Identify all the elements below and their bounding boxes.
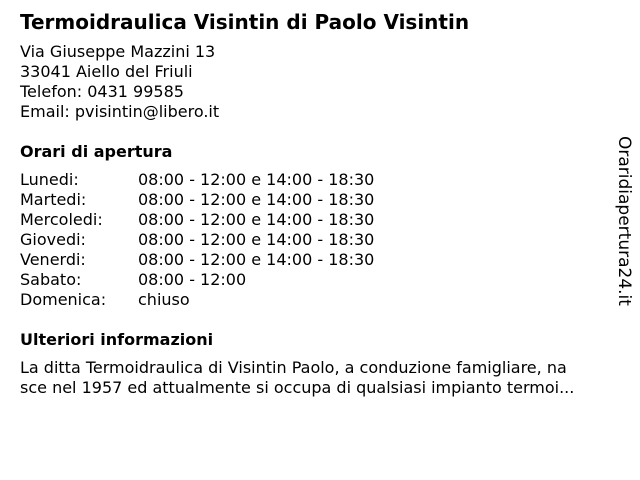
opening-hours-title: Orari di apertura <box>20 142 173 161</box>
hours-row-tuesday <box>20 190 374 210</box>
additional-info-title: Ulteriori informazioni <box>20 330 214 349</box>
day-label: Lunedi: <box>20 170 79 189</box>
day-label: Domenica: <box>20 290 107 309</box>
day-hours: 08:00 - 12:00 <box>138 270 247 289</box>
day-label: Martedi: <box>20 190 87 209</box>
email-address: Email: pvisintin@libero.it <box>20 102 220 121</box>
hours-row-friday <box>20 250 374 270</box>
hours-row-thursday <box>20 230 374 250</box>
day-label: Mercoledi: <box>20 210 103 229</box>
opening-hours-table <box>20 170 374 310</box>
day-label: Sabato: <box>20 270 82 289</box>
site-brand-watermark: Oraridiapertura24.it <box>614 136 634 306</box>
day-hours: chiuso <box>138 290 190 309</box>
hours-row-monday <box>20 170 374 190</box>
day-label: Venerdi: <box>20 250 86 269</box>
phone-number: Telefon: 0431 99585 <box>20 82 184 101</box>
hours-row-wednesday <box>20 210 374 230</box>
hours-row-sunday <box>20 290 374 310</box>
day-hours: 08:00 - 12:00 e 14:00 - 18:30 <box>138 190 375 209</box>
additional-info-line-1: La ditta Termoidraulica di Visintin Paolo, a conduzione famigliare, na <box>20 358 567 377</box>
day-hours: 08:00 - 12:00 e 14:00 - 18:30 <box>138 170 375 189</box>
additional-info-line-2: sce nel 1957 ed attualmente si occupa di qualsiasi impianto termoi... <box>20 378 575 397</box>
business-card <box>20 10 610 398</box>
address-city: 33041 Aiello del Friuli <box>20 62 193 81</box>
day-hours: 08:00 - 12:00 e 14:00 - 18:30 <box>138 230 375 249</box>
day-label: Giovedi: <box>20 230 86 249</box>
day-hours: 08:00 - 12:00 e 14:00 - 18:30 <box>138 210 375 229</box>
address-street: Via Giuseppe Mazzini 13 <box>20 42 216 61</box>
hours-row-saturday <box>20 270 374 290</box>
day-hours: 08:00 - 12:00 e 14:00 - 18:30 <box>138 250 375 269</box>
business-name: Termoidraulica Visintin di Paolo Visintin <box>20 10 470 34</box>
